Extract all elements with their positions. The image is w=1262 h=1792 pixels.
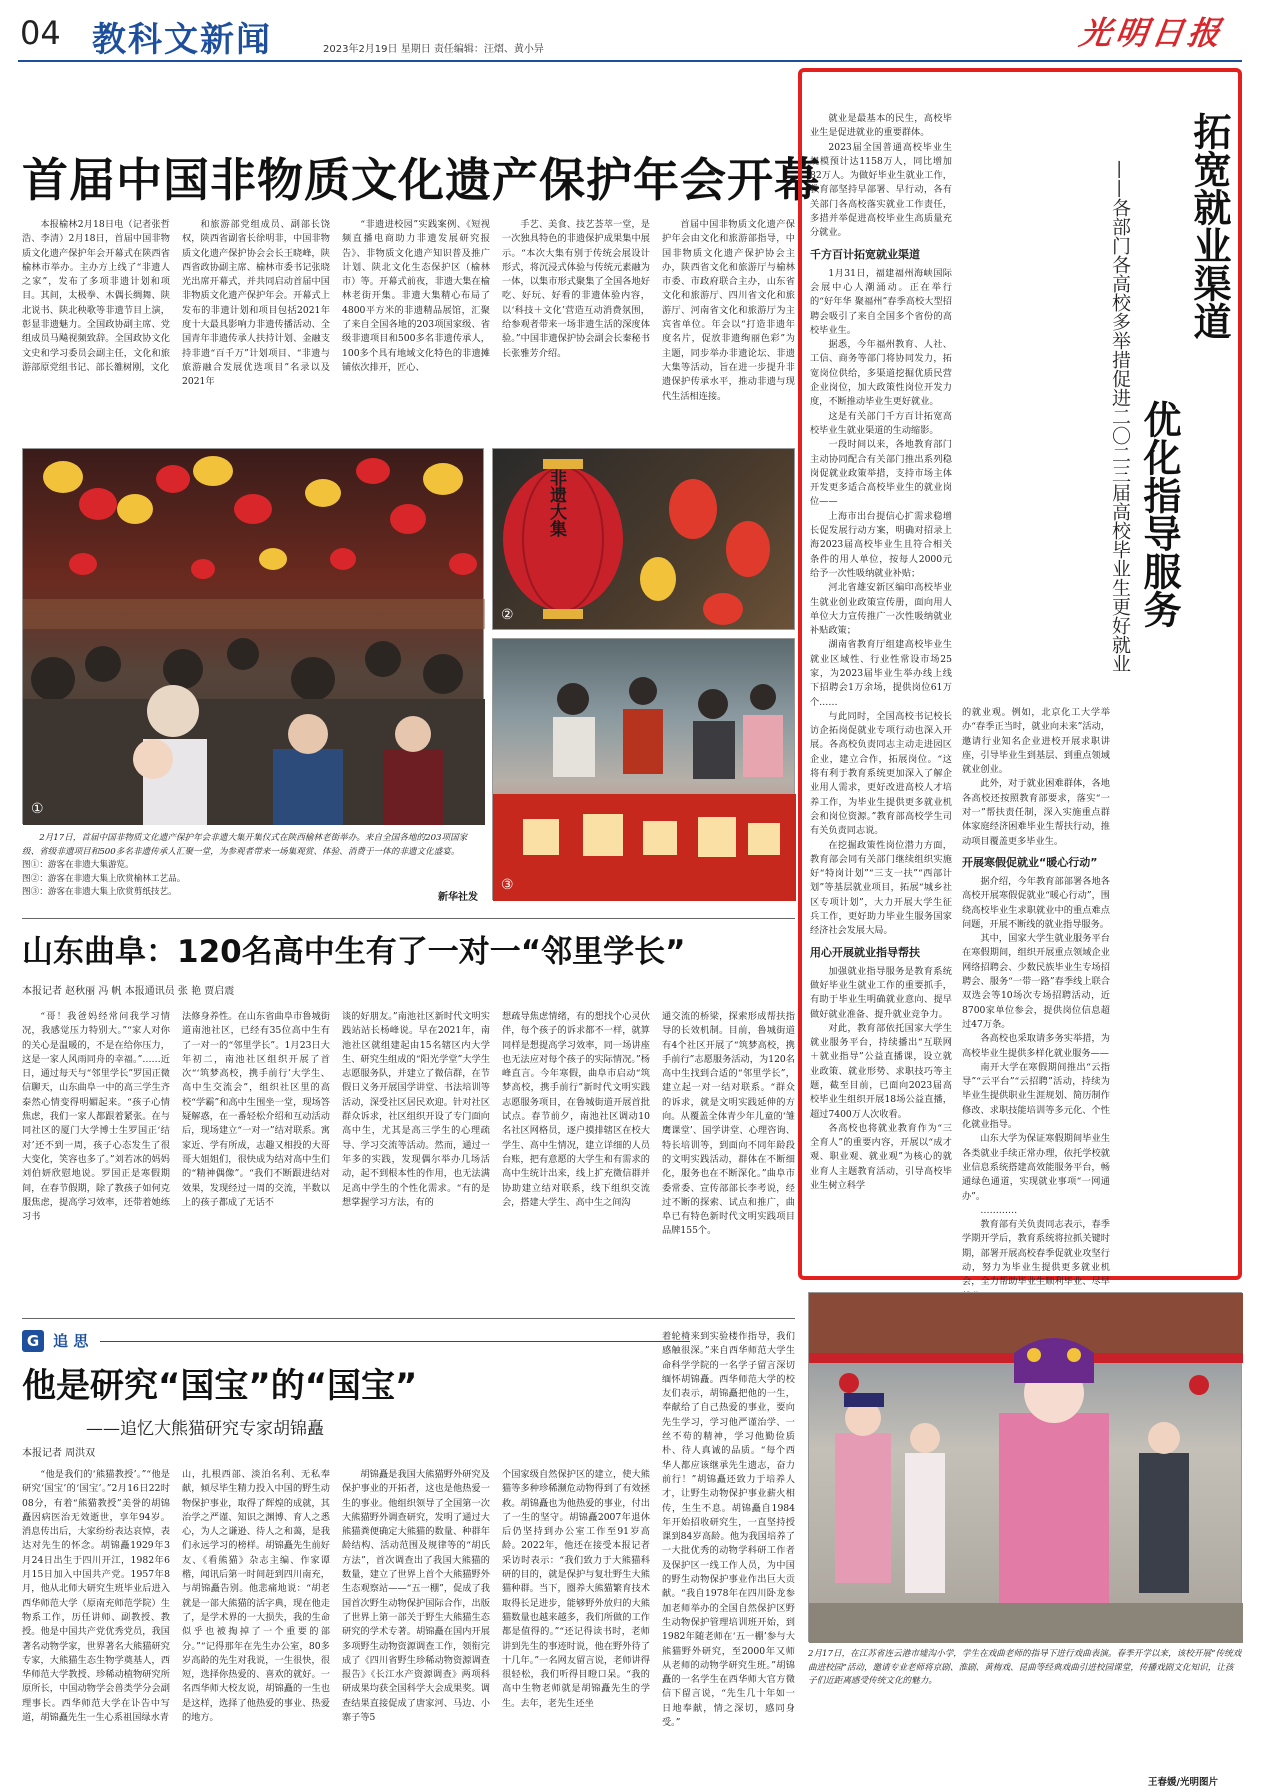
right-sec1-p3: 这是有关部门千方百计拓宽高校毕业生就业渠道的生动缩影。 [810, 410, 952, 436]
right-col-a [810, 112, 952, 1272]
shandong-col-1 [22, 1010, 170, 1310]
newspaper-logo: 光明日报 [1077, 14, 1227, 52]
lead-col-3 [342, 218, 490, 440]
page-number: 04 [20, 14, 61, 52]
right-sec3-p3: 各高校也采取请多务实举措，为高校毕业生提供多样化就业服务—— [962, 1033, 1110, 1059]
photo-3-badge: ③ [501, 877, 514, 893]
lantern-text: 非遗大集 [546, 469, 566, 537]
right-sec3-p2: 其中，国家大学生就业服务平台在寒假期间，组织开展重点领域企业网络招聘会、少数民族毕业生专场招聘会、服务“一带一路”春季线上联合双选会等10场次专场招聘活动，近8700家单位参会，提供岗位信息超过47万条。 [962, 933, 1110, 1030]
right-story-title-1: 拓宽就业渠道 [1187, 112, 1231, 340]
shandong-byline: 本报记者 赵秋丽 冯 帆 本报通讯员 张 艳 贾启震 [22, 986, 235, 997]
right-story-title-2: 优化指导服务 [1137, 400, 1181, 628]
zhuisi-badge: G [22, 1330, 44, 1352]
zhuisi-tag [22, 1330, 88, 1352]
right-sec1-p7: 湖南省教育厅组建高校毕业生就业区域性、行业性常设市场25家，为2023届毕业生举办线上线下招聘会1万余场，提供岗位61万个…… [810, 639, 952, 708]
right-intro-2: 2023届全国普通高校毕业生规模预计达1158万人，同比增加82万人。为做好毕业生就业工作，教育部坚持早部署、早行动，各有关部门各高校落实就业工作责任，多措并举促进高校毕业生高质量充分就业。 [810, 141, 952, 239]
section-heading-2: 用心开展就业指导帮扶 [810, 945, 920, 959]
right-sec2-p3: 各高校也将就业教育作为“三全育人”的重要内容，开展以“成才观、职业观、就业观”为核心的就业育人主题教育活动，引导高校毕业生树立科学 [810, 1122, 952, 1192]
lead-photo-1 [22, 448, 484, 824]
right-sec3-p1: 据介绍，今年教育部部署各地各高校开展寒假促就业“暖心行动”，围绕高校毕业生求职就业中的重点难点问题，开展不断线的就业指导服务。 [962, 875, 1110, 930]
opera-caption [808, 1648, 1242, 1689]
lead-photo-caption [22, 832, 484, 900]
zhuisi-col-2 [182, 1468, 330, 1786]
zhuisi-col-5 [662, 1330, 795, 1786]
opera-caption-text: 2月17日，在江苏省连云港市墟沟小学，学生在戏曲老师的指导下进行戏曲表演。春季开学以来，该校开展“传统戏曲进校园”活动，邀请专业老师将京剧、淮剧、黄梅戏、昆曲等经典戏曲引进校园课堂，传播戏剧文化知识，让孩子们近距离感受传统文化的魅力。 [808, 1649, 1242, 1686]
section-title: 教科文新闻 [92, 20, 272, 60]
right-intro-1: 就业是最基本的民生，高校毕业生是促进就业的重要群体。 [810, 113, 952, 139]
date-line: 2023年2月19日 星期日 责任编辑：汪熠、黄小异 [323, 44, 544, 55]
opera-photo-credit: 王春媛/光明图片 [1148, 1777, 1218, 1788]
masthead-rule [18, 60, 1242, 62]
lead-col-2-text: 和旅游部党组成员、副部长饶权，陕西省副省长徐明非，中国非物质文化遗产保护协会会长王晓峰，陕西省政协副主席、榆林市委书记张晓光出席开幕式，并共同启动首届中国非物质文化遗产保护年会。开幕式上发布的非遗计划和项目包括2021年度十大最具影响力非遗传播活动、全国青年非遗传承人扶持计划、金融支持非遗“百千万”计划项目、“非遗与旅游融合发展优选项目”名录以及2021年 [182, 219, 330, 388]
right-sec1-p6: 河北省雄安新区编印高校毕业生就业创业政策宣传册，面向用人单位大力宣传推广一次性吸纳就业补贴政策； [810, 582, 952, 637]
right-sec3-p7: 教育部有关负责同志表示，春季学期开学后，教育系统将拉抓关键时期，部署开展高校春季促就业攻坚行动，努力为毕业生提供更多就业机会，全力帮助毕业生顺利毕业、尽早 [962, 1219, 1110, 1288]
papercut-illustration [493, 639, 796, 901]
lead-caption-text: 2月17日，首届中国非物质文化遗产保护年会非遗大集开集仪式在陕西榆林老街举办。来自全国各地的203项国家级、省级非遗项目和500多名非遗传承人汇聚一堂，为参观者带来一场集观赏、体验、消费于一体的非遗文化盛宴。 [22, 833, 468, 857]
zhuisi-label: 追 思 [53, 1332, 89, 1350]
shandong-col-1-text: “哥！我爸妈经常问我学习情况，我感觉压力特别大。”“家人对你的关心是温暖的，不是在给你压力，这是一家人风雨同舟的幸福。”……近日，通过每天与“邻里学长”罗国正微信聊天，山东曲阜一中的高三学生齐泰然心情变得明媚起来。“孩子心情焦虑，我们一家人都跟着紧张。在与同社区的厦门大学博士生罗国正‘结对’还不到一周，孩子心态发生了很大变化，笑容也多了。”刘若冰的妈妈刘伯妍欣慰地说。罗国正是寒假期间，在春节假期，除了教孩子如何克服焦虑，提高学习效率，还带着她练习书 [22, 1011, 170, 1223]
divider-zhuisi [22, 1318, 795, 1319]
right-col3-p2: 此外，对于就业困难群体，各地各高校还按照教育部要求，落实“一对一”帮扶责任制，深入实施重点群体家庭经济困难毕业生帮扶行动，推动项目覆盖更多毕业生。 [962, 778, 1110, 847]
lantern-crowd-illustration [23, 449, 485, 825]
shandong-col-2 [182, 1010, 330, 1310]
shandong-col-5-text: 通交流的桥梁，探索形成帮扶指导的长效机制。目前，鲁城街道有4个社区开展了“筑梦高校，携手前行”志愿服务活动，为120名高中生找到合适的“邻里学长”，建立起一对一结对联系。“群众的诉求，就是文明实践延伸的方向。从覆盖全体青少年儿童的‘雏鹰课堂’、国学讲堂、心理咨询、特长培训等，到面向不同年龄段的文明实践活动，群体在不断细化，服务也在不断深化。”曲阜市委常委、宣传部部长李考说，经过不断的探索、试点和推广，曲阜已有特色新时代文明实践项目品牌155个。 [662, 1011, 795, 1237]
lead-col-4 [502, 218, 650, 440]
right-sec3-p6: ………… [980, 1204, 1018, 1216]
caption-item-2: 图②：游客在非遗大集上欣赏榆林工艺品。 [22, 873, 186, 884]
zhuisi-col-1 [22, 1468, 170, 1786]
masthead [0, 0, 1262, 62]
section-heading-1: 千方百计拓宽就业渠道 [810, 247, 920, 261]
zhuisi-col-1-text: “他是我们的‘熊猫教授’。”“他是研究‘国宝’的‘国宝’。”2月16日22时08分，有着“熊猫教授”美誉的胡锦矗因病医治无效逝世，享年94岁。消息传出后，大家纷纷表达哀悼，表达对先生的怀念。胡锦矗1929年3月24日出生于四川开江，1982年6月15日加入中国共产党。1957年8月，他从北师大研究生班毕业后进入西华师范大学（原南充师范学院）生物系工作，历任讲师、副教授、教授。他是中国共产党优秀党员，我国著名动物学家，世界著名大熊猫研究专家，大熊猫生态生物学奠基人，西华师范大学教授、珍稀动植物研究所原所长，中国动物学会兽类学分会副理事长。西华师范大学在讣告中写道，胡锦矗先生一生心系祖国绿水青 [22, 1469, 170, 1724]
shandong-col-4-text: 想疏导焦虑情绪，有的想找个心灵伙伴，每个孩子的诉求都不一样，就算同样是想提高学习效率，同一场讲座也无法应对每个孩子的实际情况。”杨峰直言。今年寒假，曲阜市启动“筑梦高校，携手前行”新时代文明实践志愿服务项目，在鲁城街道开展首批试点。春节前夕，南池社区调动10名社区网格员，逐户摸排辖区在校大学生、高中生情况，建立详细的人员台账，把有意愿的大学生和有需求的高中生统计出来，线上扩充微信群并协助建立结对联系，线下组织交流会，搭建大学生、高中生之间沟 [502, 1011, 650, 1208]
lead-col-5 [662, 218, 795, 440]
lead-photo-2 [492, 448, 795, 630]
right-sec1-p8: 与此同时，全国高校书记校长访企拓岗促就业专项行动也深入开展。各高校负责同志主动走进园区企业，建立合作，拓展岗位。“这将有利于教育系统更加深入了解企业用人需求，更好改进高校人才培养工作，为毕业生提供更多就业机会和岗位资源。”教育部高校学生司有关负责同志说。 [810, 710, 952, 837]
lead-col-3-text: “非遗进校园”实践案例、《短视频直播电商助力非遗发展研究报告》、非物质文化遗产知识普及推广计划、陕北文化生态保护区（榆林市）等。开幕式前夜，非遗大集在榆林老街开集。非遗大集精心布局了4800平方米的非遗精品展馆，汇聚了来自全国各地的203项国家级、省级非遗项目和500多名非遗传承人，100多个具有地域文化特色的非遗摊铺依次排开，匠心、 [342, 219, 490, 373]
zhuisi-col-3 [342, 1468, 490, 1786]
right-sec1-p2: 据悉，今年福州教育、人社、工信、商务等部门将协同发力，拓宽岗位供给，多渠道挖掘优质民营企业岗位，加大政策性岗位开发力度，不断推动毕业生更好就业。 [810, 339, 952, 408]
lead-col-1-text: 本报榆林2月18日电（记者张哲浩、李清）2月18日，首届中国非物质文化遗产保护年会开幕式在陕西省榆林市举办。主办方上线了“非遗人之家”，发布了多项非遗计划和项目。其间，太极拳、木偶长绸舞、陕北说书、陕北秧歌等非遗节目上演，彰显非遗魅力。全国政协副主席、党组成员马飚视频致辞。全国政协文化文史和学习委员会副主任，文化和旅游部原党组书记、部长雒树刚，文化 [22, 219, 170, 373]
shandong-col-5 [662, 1010, 795, 1310]
section-heading-3: 开展寒假促就业“暖心行动” [962, 855, 1098, 869]
zhuisi-col-2-text: 山，扎根西部、淡泊名利、无私奉献，倾尽毕生精力投入中国的野生动物保护事业，取得了辉煌的成就，其治学之严谨、知识之渊博、育人之悉心，为人之谦逊、待人之和蔼，是我们永远学习的榜样。胡锦矗先生前好友、《看熊猫》杂志主编、作家谭楷，闻讯后第一时间赶到四川南充，与胡锦矗告别。他悲痛地说：“胡老就是一部大熊猫的活字典，现在他走了，是学术界的一大损失，我的生命似乎也被掏掉了一个重要的部分。”“记得那年在先生办公室，80多岁高龄的先生对我说，一生很快，很短，选择你热爱的、喜欢的就好。一名西华师大校友说，胡锦矗的一生也是这样，选择了他热爱的事业、热爱的地方。 [182, 1469, 330, 1724]
lead-photo-3 [492, 638, 795, 900]
zhuisi-headline: 他是研究“国宝”的“国宝” [22, 1366, 418, 1406]
lead-col-5-text: 首届中国非物质文化遗产保护年会由文化和旅游部指导，中国非物质文化遗产保护协会主办，陕西省文化和旅游厅与榆林市委、市政府联合主办，山东省文化和旅游厅、四川省文化和旅游厅、河南省文化和旅游厅为主宾省单位。年会以“打造非遗年度名片，促放非遗绚丽色彩”为主题，同步举办非遗论坛、非遗大集等活动，旨在进一步提升非遗保护传承水平，推动非遗与现代生活相连接。 [662, 219, 795, 402]
shandong-headline: 山东曲阜：120名高中生有了一对一“邻里学长” [22, 934, 686, 970]
zhuisi-tag-rule [100, 1341, 690, 1342]
right-sec3-p4: 南开大学在寒假期间推出“云指导”“云平台”“云招聘”活动，持续为毕业生提供职业生涯规划、简历制作修改、求职技能培训等多元化、个性化就业指导。 [962, 1061, 1110, 1131]
lead-col-4-text: 手艺、美食、技艺荟萃一堂，是一次独具特色的非遗保护成果集中展示。“本次大集有别于传统会展设计形式，将沉浸式体验与传统元素融为一体，以集市形式聚集了全国各地好吃、好玩、好看的非遗体验内容，以‘科技＋文化’营造互动消费氛围，给参观者带来一场非遗生活的深度体验。”中国非遗保护协会副会长秦秘书长张雅芳介绍。 [502, 219, 650, 359]
lead-headline: 首届中国非物质文化遗产保护年会开幕 [22, 153, 821, 207]
zhuisi-col-3-text: 胡锦矗是我国大熊猫野外研究及保护事业的开拓者，这也是他热爱一生的事业。他组织领导了全国第一次大熊猫野外调查研究，发明了通过大熊猫粪便确定大熊猫的数量、种群年龄结构、活动范围及规律等的“胡氏方法”，首次调查出了我国大熊猫的数量，建立了世界上首个大熊猫野外生态观察站——“五一棚”，促成了我国首次野生动物保护国际合作，出版了世界上第一部关于野生大熊猫生态研究的学术专著。胡锦矗在国内开展多项野生动物资源调查工作，领衔完成了《四川省野生珍稀动物资源调查报告》《长江水产资源调查》两项科研成果均获全国科学大会成果奖。调查结果直接促成了唐家河、马边、小寨子等5 [342, 1469, 490, 1724]
lead-col-2 [182, 218, 330, 440]
caption-item-3: 图③：游客在非遗大集上欣赏剪纸技艺。 [22, 887, 177, 897]
lead-photo-credit: 新华社发 [438, 892, 478, 903]
right-sec1-p1: 1月31日，福建福州海峡国际会展中心人潮涌动。正在举行的“好年华 聚福州”春季高校大型招聘会吸引了来自全国多个省份的高校毕业生。 [810, 267, 952, 336]
shandong-col-3 [342, 1010, 490, 1310]
right-col3-p1: 的就业观。例如，北京化工大学举办“春季正当时，就业向未来”活动，邀请行业知名企业进校开展求职讲座，引导毕业生到基层、到重点领域就业创业。 [962, 707, 1110, 776]
shandong-col-2-text: 法修身养性。在山东省曲阜市鲁城街道南池社区，已经有35位高中生有了一对一的“邻里学长”。1月23日大年初二，南池社区组织开展了首次“‘筑梦高校，携手前行’大学生、高中生交流会”，组织社区里的高校“学霸”和高中生围坐一堂，现场答疑解惑，在一番轻松介绍和互动活动后，现场建立“一对一”结对联系。寓家近、学有所成，志趣又相投的大哥哥大姐姐们，很快成为结对高中生们的“精神偶像”。“我们不断跟进结对效果，发现经过一周的交流，半数以上的孩子都成了无话不 [182, 1011, 330, 1208]
opera-illustration [809, 1293, 1243, 1643]
zhuisi-col-4 [502, 1468, 650, 1786]
shandong-col-3-text: 谈的好朋友。”南池社区新时代文明实践站站长杨峰说。早在2021年，南池社区就组建起由15名辖区内大学生、研究生组成的“阳光学堂”大学生志愿服务队，并建立了微信群，在节假日义务开展国学讲堂、书法培训等活动，深受社区居民欢迎。针对社区群众诉求，社区组织开设了专门面向高中生，尤其是高三学生的心理疏导、学习交流等活动。然而，通过一年多的实践，发现偶尔举办几场活动，起不到根本性的作用，也无法满足高中学生的个性化需求。“有的是想掌握学习方法，有的 [342, 1011, 490, 1208]
zhuisi-col-4-text: 个国家级自然保护区的建立，使大熊猫等多种珍稀濒危动物得到了有效拯救。胡锦矗也为他热爱的事业，付出了一生的坚守。胡锦矗2007年退休后仍坚持到办公室工作至91岁高龄。2022年，他还在接受本报记者采访时表示：“我们致力于大熊猫科研的目的，就是保护与复壮野生大熊猫种群。当下，圈养大熊猫繁育技术取得长足进步，能够野外放归的大熊猫数量也越来越多，我们所做的工作都是值得的。”“还记得读书时，老师讲到先生的事迹时说，他在野外待了十几年。”一名网友留言说，老师讲得很轻松，我们听得目瞪口呆。“我的高中生物老师就是胡锦矗先生的学生。去年，老先生还坐 [502, 1469, 650, 1709]
right-sec2-p1: 加强就业指导服务是教育系统做好毕业生就业工作的重要抓手，有助于毕业生明确就业意向、提早做好就业准备、提升就业竞争力。 [810, 965, 952, 1020]
caption-item-1: 图①：游客在非遗大集游览。 [22, 860, 134, 870]
right-sec3-p5: 山东大学为保证寒假期间毕业生各类就业手续正常办理，依托学校就业信息系统搭建高效能服务平台，畅通绿色通道，实现就业事项“一网通办”。 [962, 1133, 1110, 1202]
opera-photo [808, 1292, 1242, 1642]
right-sec2-p2: 对此，教育部依托国家大学生就业服务平台，持续播出“互联网＋就业指导”公益直播课，设立就业政策、就业形势、求职技巧等主题，截至目前，已面向2023届高校毕业生组织开展18场公益直播，超过7400万人次收看。 [810, 1022, 952, 1120]
photo-1-badge: ① [31, 801, 44, 817]
lead-col-1 [22, 218, 170, 440]
zhuisi-byline: 本报记者 周洪双 [22, 1448, 96, 1459]
divider-shandong [22, 918, 795, 919]
right-sec1-p5: 上海市出台提信心扩需求稳增长促发展行动方案，明确对招录上海2023届高校毕业生且符合相关条件的用人单位，按每人2000元给予一次性吸纳就业补贴； [810, 510, 952, 579]
right-col-b [962, 706, 1110, 1288]
zhuisi-subhead: ——追忆大熊猫研究专家胡锦矗 [86, 1419, 324, 1439]
right-sec1-p4: 一段时间以来，各地教育部门主动协同配合有关部门推出系列稳岗促就业政策举措，支持市场主体开发更多适合高校毕业生的就业岗位—— [810, 439, 952, 508]
right-sec1-p9: 在挖掘政策性岗位潜力方面，教育部会同有关部门继续组织实施好“特岗计划”“三支一扶”“西部计划”等基层就业项目，拓展“城乡社区专项计划”，大力开展大学生征兵工作，更好助力毕业生服务国家经济社会发展大局。 [810, 839, 952, 937]
zhuisi-col-5-text: 着轮椅来到实验楼作指导，我们感触很深。”来自西华师范大学生命科学学院的一名学子留言深切缅怀胡锦矗。西华师范大学的校友们表示，胡锦矗把他的一生，奉献给了自己热爱的事业，要向先生学习，学习他严谨治学、一丝不苟的精神，学习他勤俭质朴、待人真诚的品质。“每个西华人都应该继承先生遗志，奋力前行！”胡锦矗还致力于培养人才，让野生动物保护事业薪火相传，生生不息。胡锦矗自1984年开始招收研究生，一直坚持授课到84岁高龄。他为我国培养了一大批优秀的动物学科研工作者及保护区一线工作人员，为中国的野生动物保护事业作出巨大贡献。“我自1978年在四川卧龙参加老师举办的全国自然保护区野生动物保护管理培训班开始，到1982年随老师在‘五一棚’参与大熊猫野外研究，至2000年又师从老师的动物学研究生班。”胡锦矗的一名学生在西华师大官方微信下留言说，“先生几十年如一日地奉献，情之深切，感同身受。” [662, 1331, 795, 1729]
shandong-col-4 [502, 1010, 650, 1310]
right-story-subtitle: ——各部门各高校多举措促进二〇二三届高校毕业生更好就业 [1109, 160, 1131, 673]
photo-2-badge: ② [501, 607, 514, 623]
